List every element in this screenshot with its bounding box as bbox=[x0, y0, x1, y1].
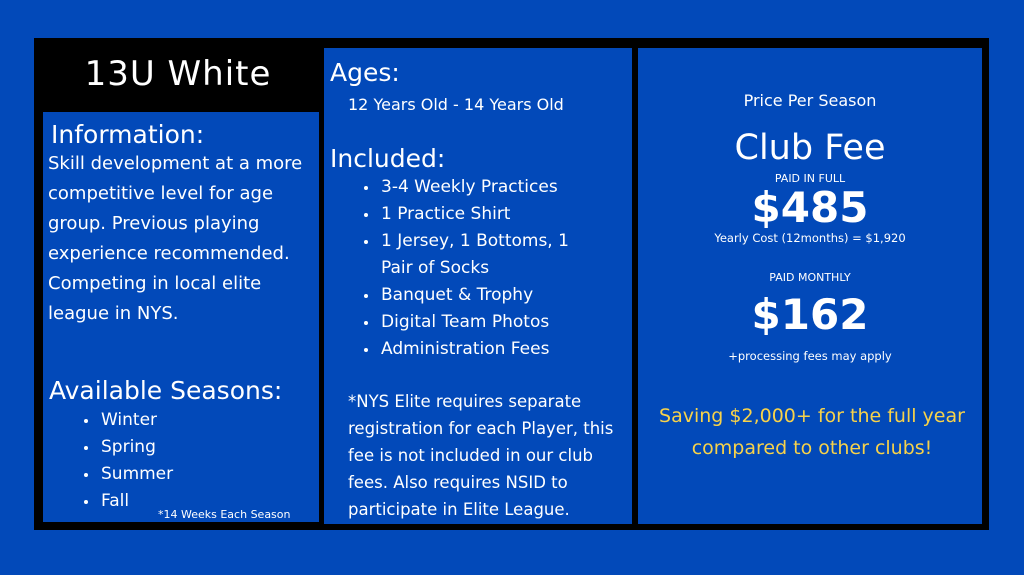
included-heading: Included: bbox=[330, 144, 446, 173]
club-fee-heading: Club Fee bbox=[734, 128, 886, 168]
elite-note: *NYS Elite requires separate registration for each Player, this fee is not included in our club fees. Also requires NSID to participate in Elite League. bbox=[348, 392, 614, 519]
paid-monthly-label: PAID MONTHLY bbox=[769, 271, 851, 284]
included-item: Digital Team Photos bbox=[363, 309, 588, 336]
saving-callout: Saving $2,000+ for the full year compared to other clubs! bbox=[659, 405, 965, 459]
pricing-panel bbox=[638, 48, 982, 524]
information-text: Skill development at a more competitive level for age group. Previous playing experience recommended. Competing in local elite league in NYS. bbox=[48, 153, 303, 324]
seasons-list bbox=[83, 407, 203, 515]
yearly-cost: Yearly Cost (12months) = $1,920 bbox=[714, 231, 906, 245]
season-item: Spring bbox=[83, 434, 203, 461]
full-price: $485 bbox=[751, 183, 869, 232]
team-title: 13U White bbox=[84, 54, 272, 94]
ages-value: 12 Years Old - 14 Years Old bbox=[348, 95, 564, 114]
pricing-card bbox=[34, 38, 989, 530]
included-item: 1 Practice Shirt bbox=[363, 201, 588, 228]
season-item: Winter bbox=[83, 407, 203, 434]
included-panel bbox=[324, 48, 632, 524]
included-item: 1 Jersey, 1 Bottoms, 1 Pair of Socks bbox=[363, 228, 588, 282]
price-per-season-label: Price Per Season bbox=[743, 91, 877, 110]
information-heading: Information: bbox=[51, 120, 205, 149]
seasons-note: *14 Weeks Each Season bbox=[158, 508, 291, 521]
information-panel bbox=[43, 112, 319, 522]
paid-in-full-label: PAID IN FULL bbox=[774, 172, 846, 185]
included-item: Administration Fees bbox=[363, 336, 588, 363]
included-list bbox=[363, 174, 588, 363]
monthly-price: $162 bbox=[751, 290, 869, 339]
season-item: Summer bbox=[83, 461, 203, 488]
included-item: Banquet & Trophy bbox=[363, 282, 588, 309]
season-item: Fall bbox=[83, 488, 203, 515]
included-item: 3-4 Weekly Practices bbox=[363, 174, 588, 201]
processing-note: +processing fees may apply bbox=[728, 349, 892, 363]
ages-heading: Ages: bbox=[330, 58, 400, 87]
seasons-heading: Available Seasons: bbox=[49, 376, 283, 405]
